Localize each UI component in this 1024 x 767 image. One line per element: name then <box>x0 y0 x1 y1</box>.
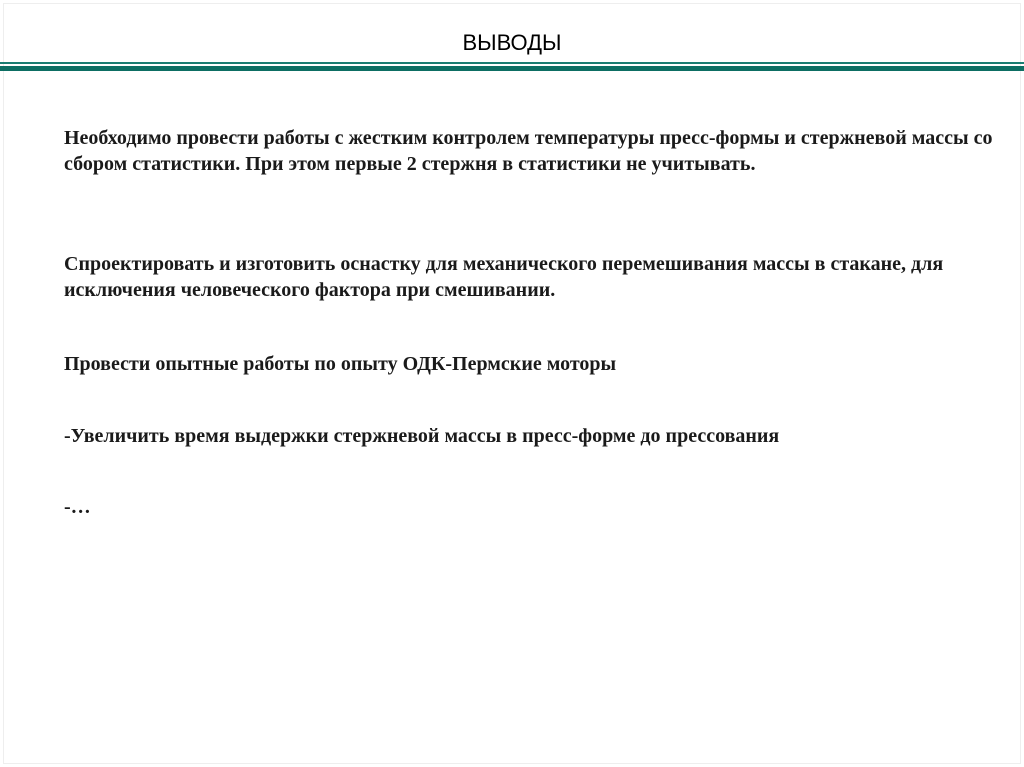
paragraph-experimental-work: Провести опытные работы по опыту ОДК-Пермские моторы <box>64 353 617 375</box>
paragraph-control-temperature: Необходимо провести работы с жестким контролем температуры пресс-формы и стержневой массы со сбором статистики. При этом первые 2 стержня в статистики не учитывать. <box>64 127 993 175</box>
title-divider-thick <box>0 66 1024 71</box>
slide-frame <box>3 3 1021 764</box>
bullet-ellipsis: -… <box>64 496 91 518</box>
paragraph-mixing-tooling: Спроектировать и изготовить оснастку для механического перемешивания массы в стакане, для исключения человеческого фактора при смешивании. <box>64 253 944 301</box>
bullet-increase-hold-time: -Увеличить время выдержки стержневой массы в пресс-форме до прессования <box>64 425 780 447</box>
slide-title: ВЫВОДЫ <box>462 30 562 55</box>
title-divider-thin <box>0 62 1024 64</box>
